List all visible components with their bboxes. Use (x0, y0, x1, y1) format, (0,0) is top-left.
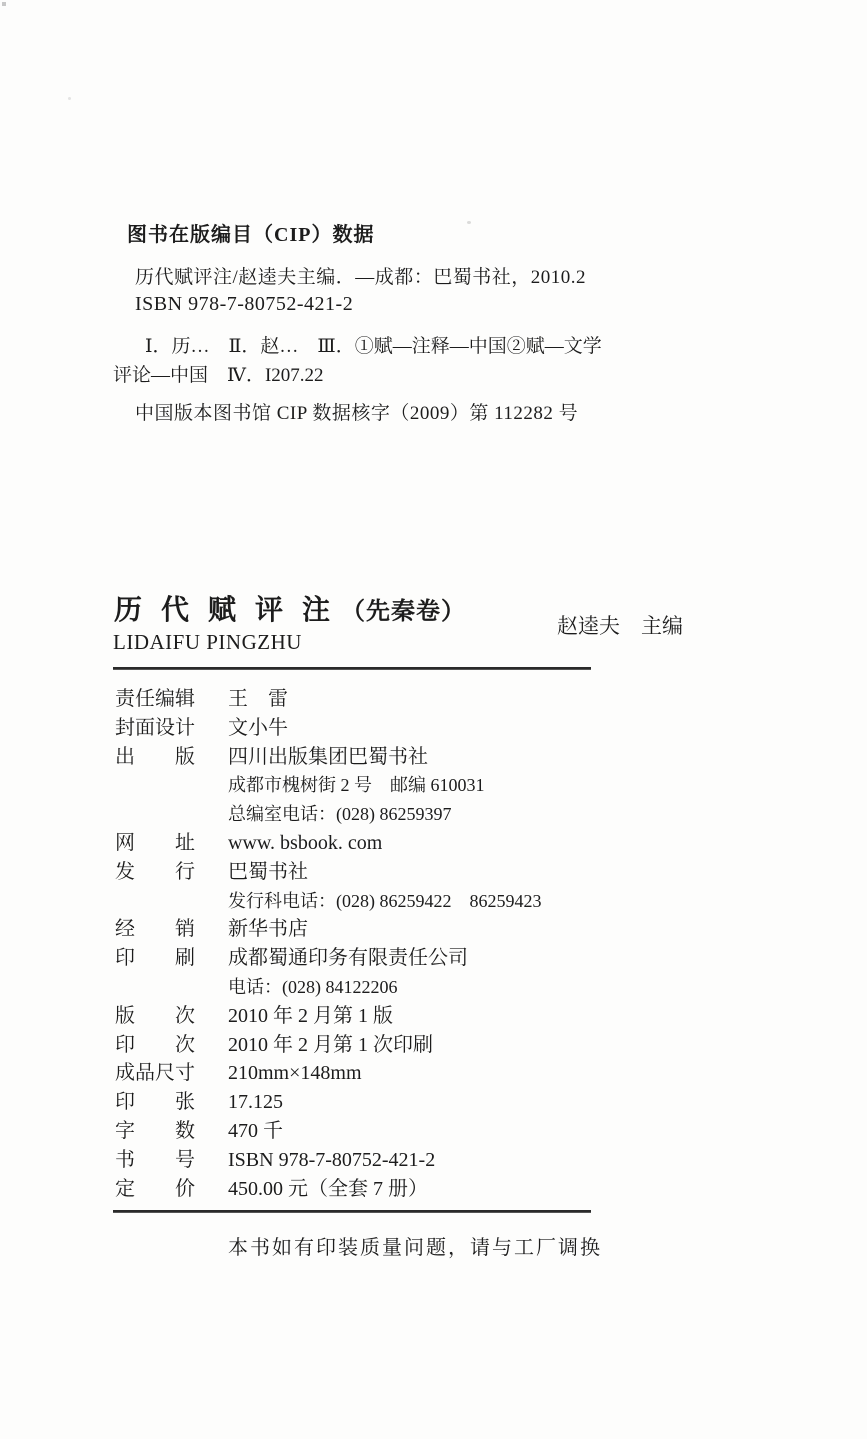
cip-entry-line: 历代赋评注/赵逵夫主编．—成都：巴蜀书社，2010.2 (135, 267, 587, 288)
colophon-row (115, 944, 635, 973)
scan-speck (68, 97, 71, 100)
scan-speck (2, 2, 6, 6)
colophon-row-label: 定 价 (115, 1177, 195, 1200)
cip-classification-line1: Ⅰ．历… Ⅱ．赵… Ⅲ．①赋—注释—中国②赋—文学 (145, 336, 602, 357)
colophon-row-label: 印 刷 (115, 947, 195, 970)
colophon-row-value: 王 雷 (228, 688, 288, 710)
colophon-row (115, 858, 635, 887)
scan-speck (467, 221, 471, 224)
colophon-row-value: www. bsbook. com (228, 831, 383, 854)
cip-classification-line2: 评论—中国 Ⅳ．I207.22 (113, 365, 324, 386)
cip-heading: 图书在版编目（CIP）数据 (127, 224, 375, 246)
colophon-row (115, 714, 635, 743)
quality-note: 本书如有印装质量问题，请与工厂调换 (228, 1237, 602, 1259)
colophon-row-label: 成品尺寸 (115, 1062, 195, 1085)
colophon-row (115, 1059, 635, 1088)
colophon-row (115, 1175, 635, 1204)
colophon-row (115, 1002, 635, 1031)
colophon-row-value: 470 千 (228, 1119, 283, 1142)
colophon-row (115, 915, 635, 944)
colophon-row-label: 网 址 (115, 831, 195, 854)
colophon-table (115, 685, 635, 1203)
colophon-row-label: 经 销 (115, 918, 195, 941)
book-title (114, 588, 466, 628)
colophon-row-label: 发 行 (115, 860, 195, 883)
colophon-row-label: 出 版 (115, 745, 195, 768)
colophon-row (115, 829, 635, 858)
cip-isbn-line: ISBN 978-7-80752-421-2 (135, 293, 354, 315)
colophon-row-value: 450.00 元（全套 7 册） (228, 1177, 428, 1200)
colophon-row-label: 版 次 (115, 1004, 195, 1027)
colophon-row-value: 2010 年 2 月第 1 版 (228, 1004, 393, 1027)
colophon-row (115, 1117, 635, 1146)
colophon-row-value: 17.125 (228, 1091, 283, 1114)
colophon-row (115, 1146, 635, 1175)
divider-rule-bottom (113, 1210, 591, 1213)
book-editor: 赵逵夫 主编 (557, 614, 683, 638)
colophon-row-label: 书 号 (115, 1148, 195, 1171)
colophon-row-value: 新华书店 (228, 918, 308, 941)
colophon-row-label: 印 张 (115, 1091, 195, 1114)
colophon-sub-line: 成都市槐树街 2 号 邮编 610031 (228, 775, 485, 796)
colophon-row-label: 印 次 (115, 1033, 195, 1056)
colophon-row-value: 2010 年 2 月第 1 次印刷 (228, 1033, 433, 1056)
cip-record-line: 中国版本图书馆 CIP 数据核字（2009）第 112282 号 (135, 403, 579, 424)
colophon-sub-line: 总编室电话：(028) 86259397 (228, 804, 452, 825)
colophon-row-label: 字 数 (115, 1119, 195, 1142)
book-title-main: 历代赋评注 (114, 595, 350, 626)
colophon-row-label: 封面设计 (115, 716, 195, 739)
colophon-row-value: 四川出版集团巴蜀书社 (228, 745, 428, 768)
colophon-row (115, 1031, 635, 1060)
colophon-row-value: ISBN 978-7-80752-421-2 (228, 1148, 436, 1171)
colophon-row-value: 210mm×148mm (228, 1062, 362, 1085)
colophon-row (115, 685, 635, 714)
colophon-sub-line: 电话：(028) 84122206 (228, 976, 398, 997)
colophon-sub-line: 发行科电话：(028) 86259422 86259423 (228, 890, 542, 911)
colophon-row-label: 责任编辑 (115, 688, 195, 710)
divider-rule-top (113, 667, 591, 670)
book-title-pinyin: LIDAIFU PINGZHU (113, 630, 302, 654)
colophon-row-value: 成都蜀通印务有限责任公司 (228, 947, 468, 970)
colophon-row (115, 1088, 635, 1117)
colophon-row-value: 巴蜀书社 (228, 860, 308, 883)
colophon-row (115, 743, 635, 772)
colophon-row-value: 文小牛 (228, 716, 288, 739)
book-title-volume: （先秦卷） (341, 599, 467, 625)
